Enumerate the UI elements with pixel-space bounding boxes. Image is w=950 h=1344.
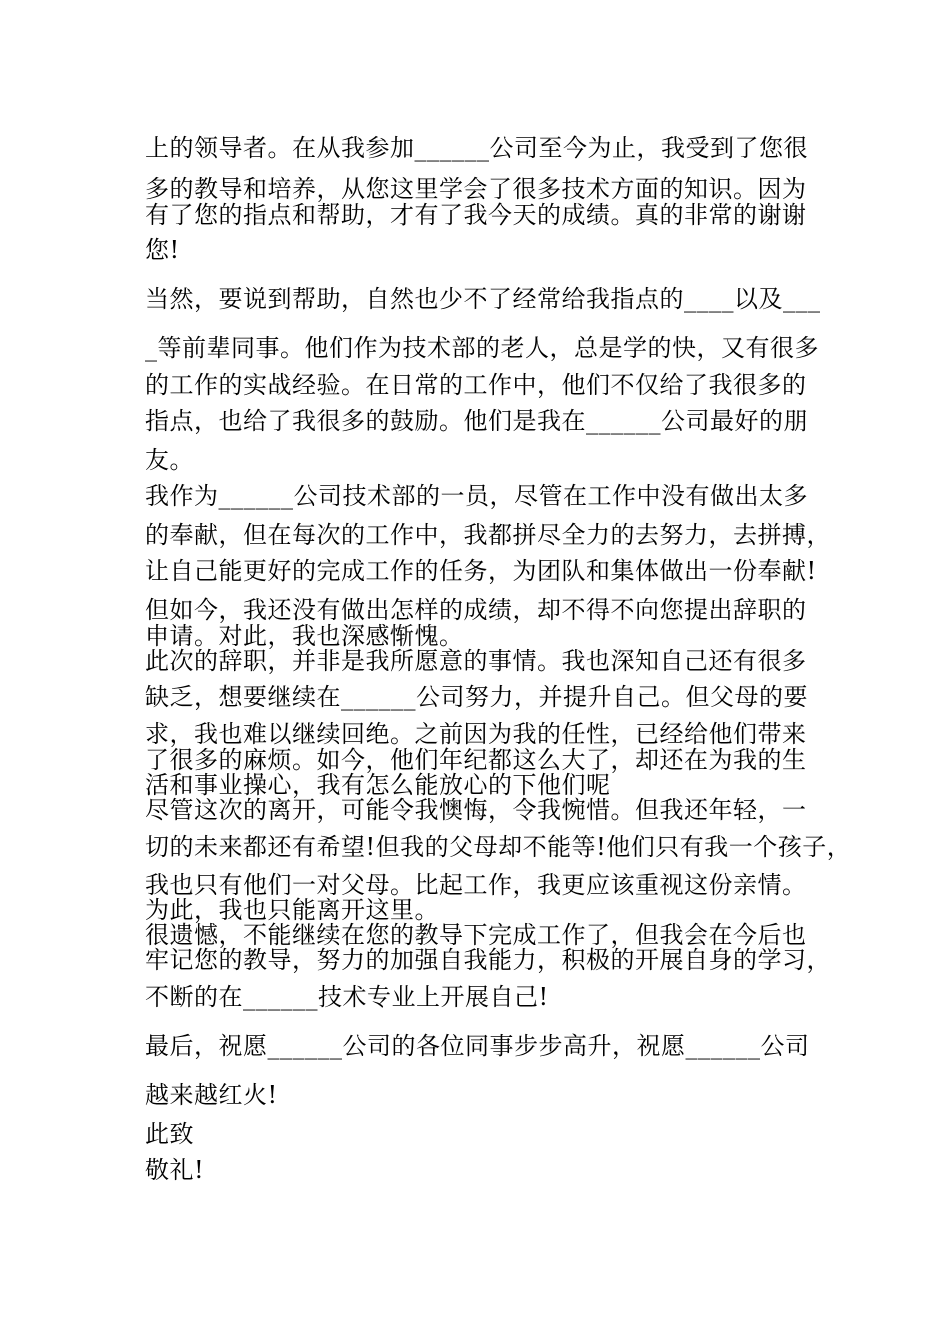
text-line: 牢记您的教导，努力的加强自我能力，积极的开展自身的学习，	[145, 946, 831, 974]
text-line: 的工作的实战经验。在日常的工作中，他们不仅给了我很多的	[145, 371, 807, 399]
text-line: 的奉献，但在每次的工作中，我都拼尽全力的去努力，去拼搏，	[145, 521, 831, 549]
text-line: 最后，祝愿______公司的各位同事步步高升，祝愿______公司	[145, 1032, 810, 1060]
text-line: 我也只有他们一对父母。比起工作，我更应该重视这份亲情。	[145, 871, 807, 899]
text-line: 当然，要说到帮助，自然也少不了经常给我指点的____以及___	[145, 285, 821, 313]
text-line: 切的未来都还有希望!但我的父母却不能等!他们只有我一个孩子，	[145, 833, 852, 861]
text-line: 求，我也难以继续回绝。之前因为我的任性，已经给他们带来	[145, 720, 807, 748]
text-line: 有了您的指点和帮助，才有了我今天的成绩。真的非常的谢谢	[145, 201, 807, 229]
text-line: 活和事业操心，我有怎么能放心的下他们呢	[145, 771, 611, 799]
text-line: 缺乏，想要继续在______公司努力，并提升自己。但父母的要	[145, 683, 808, 711]
text-line: 此致	[145, 1120, 194, 1148]
text-line: 尽管这次的离开，可能令我懊悔，令我惋惜。但我还年轻，一	[145, 796, 807, 824]
text-line: 此次的辞职，并非是我所愿意的事情。我也深知自己还有很多	[145, 647, 807, 675]
text-line: 但如今，我还没有做出怎样的成绩，却不得不向您提出辞职的	[145, 596, 807, 624]
text-line: 申请。对此，我也深感惭愧。	[145, 622, 464, 650]
text-line: 我作为______公司技术部的一员，尽管在工作中没有做出太多	[145, 482, 808, 510]
text-line: 为此，我也只能离开这里。	[145, 896, 439, 924]
text-line: 您!	[145, 236, 180, 264]
text-line: 上的领导者。在从我参加______公司至今为止，我受到了您很	[145, 134, 808, 162]
text-line: _等前辈同事。他们作为技术部的老人，总是学的快，又有很多	[145, 334, 819, 362]
text-line: 敬礼!	[145, 1156, 205, 1184]
text-line: 很遗憾，不能继续在您的教导下完成工作了，但我会在今后也	[145, 921, 807, 949]
text-line: 不断的在______技术专业上开展自己!	[145, 983, 549, 1011]
text-line: 多的教导和培养，从您这里学会了很多技术方面的知识。因为	[145, 175, 807, 203]
text-line: 让自己能更好的完成工作的任务，为团队和集体做出一份奉献!	[145, 557, 817, 585]
text-line: 越来越红火!	[145, 1081, 278, 1109]
text-line: 指点，也给了我很多的鼓励。他们是我在______公司最好的朋	[145, 407, 808, 435]
text-line: 了很多的麻烦。如今，他们年纪都这么大了，却还在为我的生	[145, 746, 807, 774]
text-line: 友。	[145, 446, 194, 474]
